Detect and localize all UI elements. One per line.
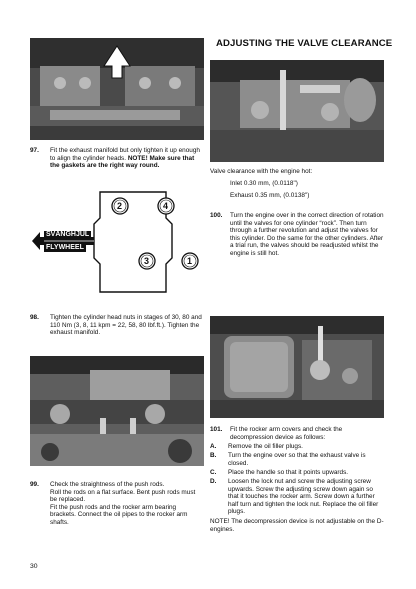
step-101-item-b (210, 452, 384, 468)
step-101-item-a-letter: A. (210, 443, 217, 450)
step-98-text: Tighten the cylinder head nuts in stages of 30, 80 and 110 Nm (3, 8, 11 kpm = 22, 58, 80 lbf.ft.). Tighten the exhaust manifold. (50, 314, 202, 337)
step-97-body (50, 147, 202, 170)
step-101-note: NOTE! The decompression device is not adjustable on the D-engines. (210, 518, 384, 533)
step-101-item-c (210, 469, 384, 477)
step-99-line2: Roll the rods on a flat surface. Bent push rods must be replaced. (50, 488, 196, 504)
cylinder-circle-4-label: 4 (163, 201, 169, 211)
photo-push-rods (30, 356, 204, 466)
cylinder-circle-1-label: 1 (187, 256, 193, 266)
step-99 (30, 481, 202, 531)
step-97-number: 97. (30, 147, 39, 154)
step-99-line1: Check the straightness of the push rods. (50, 481, 165, 488)
step-101-item-c-letter: C. (210, 469, 217, 476)
photo-valve-adjustment-image (210, 60, 384, 162)
step-100 (210, 212, 384, 274)
clearance-exhaust: Exhaust 0.35 mm, (0.0138") (230, 192, 310, 199)
step-97-text: Fit the exhaust manifold but only tighten it up enough to align the cylinder heads. (50, 147, 200, 162)
cylinder-circle-3-label: 3 (144, 256, 150, 266)
step-98 (30, 314, 202, 344)
clearance-inlet: Inlet 0.30 mm, (0.0118") (230, 180, 298, 187)
step-100-number: 100. (210, 212, 223, 219)
flywheel-label-en: FLYWHEEL (46, 244, 84, 251)
step-101-item-c-text: Place the handle so that it points upwards. (228, 469, 349, 476)
cylinder-circle-2-label: 2 (117, 201, 123, 211)
page-number: 30 (30, 563, 38, 570)
clearance-intro: Valve clearance with the engine hot: (210, 168, 313, 175)
photo-exhaust-manifold-image (30, 38, 204, 140)
step-101-number: 101. (210, 426, 223, 433)
step-101-item-b-letter: B. (210, 452, 217, 459)
step-99-number: 99. (30, 481, 39, 488)
step-101-item-a-text: Remove the oil filler plugs. (228, 443, 303, 450)
step-101-intro: Fit the rocker arm covers and check the decompression device as follows: (230, 426, 343, 441)
step-101-item-a (210, 443, 384, 451)
flywheel-label-sv: SVÄNGHJUL (46, 231, 90, 238)
photo-valve-adjustment (210, 60, 384, 162)
step-101-item-d-text: Loosen the lock nut and screw the adjusting screw upwards. Screw the adjusting screw down again so that it touches the rocker arm. Screw down a further half turn and tighten the lock nut. Replace the oil filler plugs. (228, 478, 379, 516)
photo-decompression-device-image (210, 316, 384, 418)
cylinder-diagram (30, 188, 204, 296)
step-101-item-d (210, 478, 384, 518)
photo-push-rods-image (30, 356, 204, 466)
step-101 (210, 426, 384, 442)
step-100-text: Turn the engine over in the correct direction of rotation until the valves for one cylinder “rock”. Then turn through a further revolution and adjust the valves for this cylinder. Do the same for the other cylinders. After a trial run, the valves should be readjusted whilst the engine is still hot. (230, 212, 384, 257)
step-99-body (50, 481, 202, 527)
step-101-item-d-letter: D. (210, 478, 217, 485)
step-101-item-b-text: Turn the engine over so that the exhaust valve is closed. (228, 452, 366, 467)
section-title: ADJUSTING THE VALVE CLEARANCE (216, 38, 393, 49)
photo-decompression-device (210, 316, 384, 418)
step-99-line3: Fit the push rods and the rocker arm bearing brackets. Connect the oil pipes to the rocker arm shafts. (50, 503, 188, 526)
step-97 (30, 147, 202, 181)
photo-exhaust-manifold (30, 38, 204, 140)
step-97-note: NOTE! Make sure that the gaskets are the right way round. (50, 154, 195, 170)
step-98-number: 98. (30, 314, 39, 321)
